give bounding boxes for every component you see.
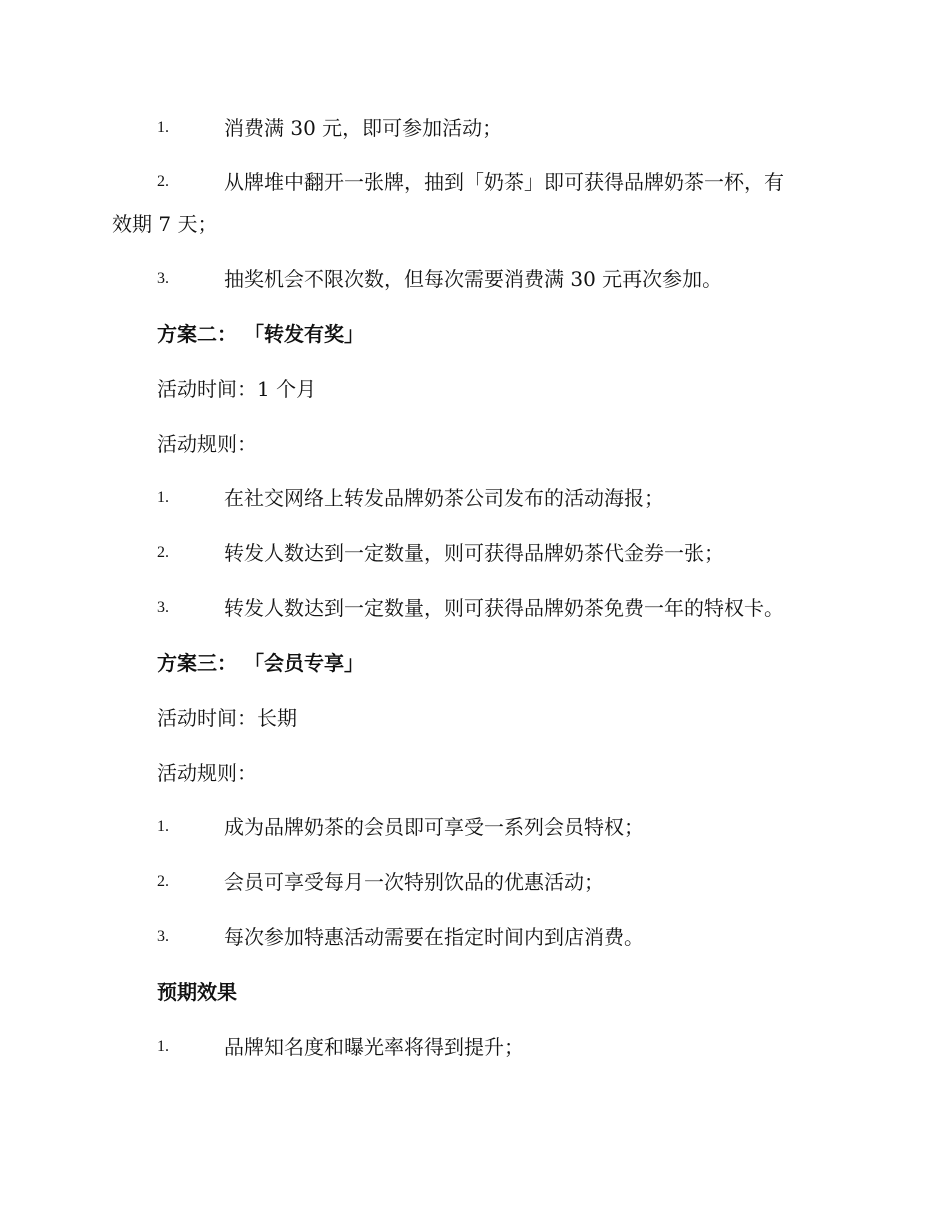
list-item-text: 在社交网络上转发品牌奶茶公司发布的活动海报； — [224, 486, 664, 510]
list-number: 3. — [157, 270, 169, 287]
list-item-text: 会员可享受每月一次特别饮品的优惠活动； — [224, 870, 604, 894]
list-number: 1. — [157, 818, 169, 835]
list-item-text: 抽奖机会不限次数，但每次需要消费满 30 元再次参加。 — [224, 267, 723, 291]
section-heading-plan3: 方案三： 「会员专享」 — [157, 651, 364, 675]
list-item-text: 从牌堆中翻开一张牌，抽到「奶茶」即可获得品牌奶茶一杯，有 — [224, 170, 784, 194]
list-item-text: 品牌知名度和曝光率将得到提升； — [224, 1035, 524, 1059]
list-item-text: 转发人数达到一定数量，则可获得品牌奶茶免费一年的特权卡。 — [224, 596, 784, 620]
list-number: 1. — [157, 119, 169, 136]
list-item-text: 消费满 30 元，即可参加活动； — [224, 116, 503, 140]
list-number: 3. — [157, 928, 169, 945]
list-item-text: 转发人数达到一定数量，则可获得品牌奶茶代金券一张； — [224, 541, 724, 565]
section-heading-effect: 预期效果 — [157, 980, 237, 1004]
list-number: 1. — [157, 489, 169, 506]
rules-label: 活动规则： — [157, 761, 257, 785]
list-item-text: 每次参加特惠活动需要在指定时间内到店消费。 — [224, 925, 644, 949]
section-heading-plan2: 方案二： 「转发有奖」 — [157, 322, 364, 346]
list-item-continuation: 效期 7 天； — [112, 212, 218, 236]
list-number: 2. — [157, 544, 169, 561]
list-number: 2. — [157, 873, 169, 890]
list-number: 2. — [157, 173, 169, 190]
activity-time: 活动时间：1 个月 — [157, 377, 317, 401]
list-item-text: 成为品牌奶茶的会员即可享受一系列会员特权； — [224, 815, 644, 839]
activity-time: 活动时间：长期 — [157, 706, 297, 730]
list-number: 1. — [157, 1038, 169, 1055]
rules-label: 活动规则： — [157, 432, 257, 456]
list-number: 3. — [157, 599, 169, 616]
